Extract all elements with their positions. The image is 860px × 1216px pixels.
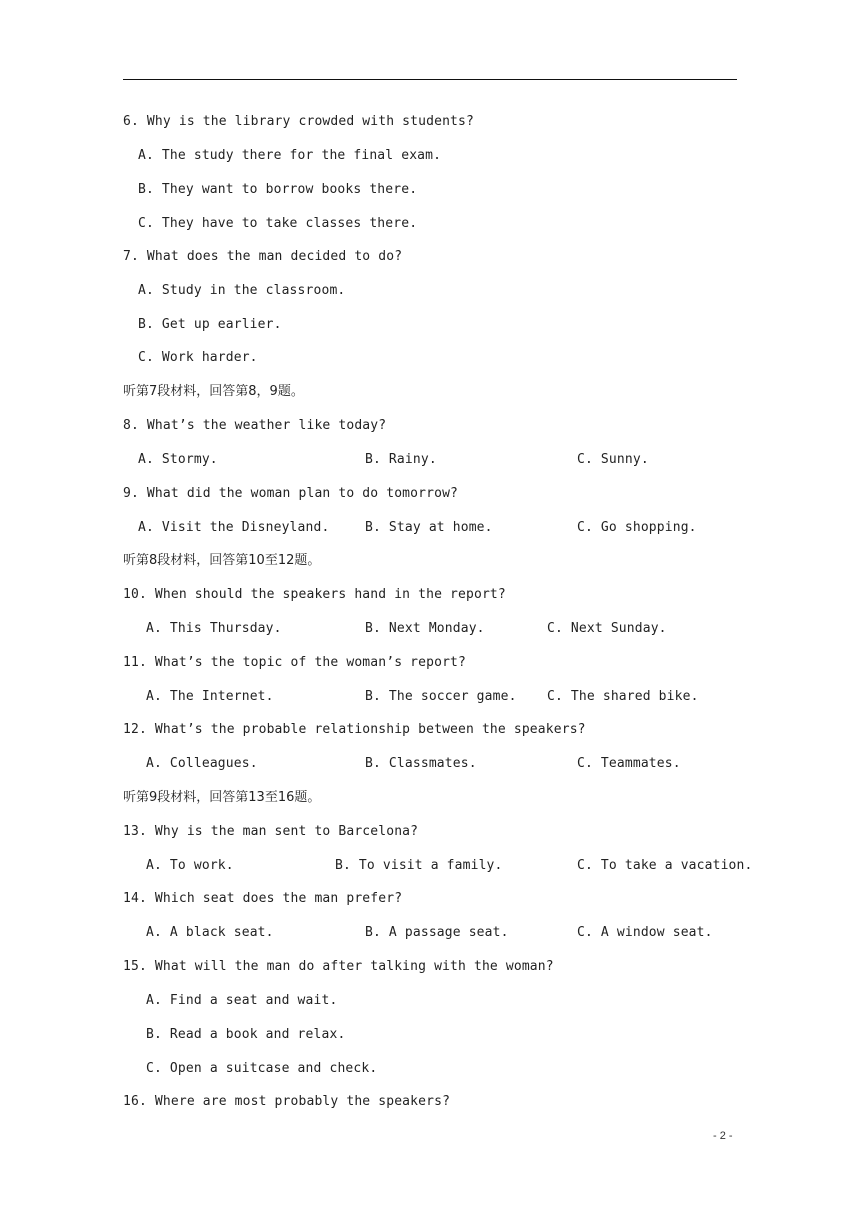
- question-10-stem: 10. When should the speakers hand in the report?: [123, 587, 506, 602]
- question-11-option-a: A. The Internet.: [146, 689, 274, 704]
- question-9-option-b: B. Stay at home.: [365, 520, 493, 535]
- question-14-option-a: A. A black seat.: [146, 925, 274, 940]
- question-12-stem: 12. What’s the probable relationship between the speakers?: [123, 722, 586, 737]
- question-7-option-b: B. Get up earlier.: [138, 317, 282, 332]
- question-6-stem: 6. Why is the library crowded with students?: [123, 114, 474, 129]
- section-heading-9: 听第9段材料，回答第13至16题。: [123, 790, 321, 805]
- question-7-stem: 7. What does the man decided to do?: [123, 249, 403, 264]
- section-heading-8: 听第8段材料，回答第10至12题。: [123, 553, 321, 568]
- question-6-option-c: C. They have to take classes there.: [138, 216, 418, 231]
- question-11-option-c: C. The shared bike.: [547, 689, 699, 704]
- question-14-option-c: C. A window seat.: [577, 925, 713, 940]
- header-rule: [123, 79, 737, 80]
- question-15-option-c: C. Open a suitcase and check.: [146, 1061, 378, 1076]
- question-6-option-b: B. They want to borrow books there.: [138, 182, 418, 197]
- question-9-option-c: C. Go shopping.: [577, 520, 697, 535]
- question-9-option-a: A. Visit the Disneyland.: [138, 520, 330, 535]
- question-10-option-b: B. Next Monday.: [365, 621, 485, 636]
- section-heading-7: 听第7段材料，回答第8，9题。: [123, 384, 304, 399]
- question-8-option-a: A. Stormy.: [138, 452, 218, 467]
- question-12-option-a: A. Colleagues.: [146, 756, 258, 771]
- question-15-stem: 15. What will the man do after talking with the woman?: [123, 959, 554, 974]
- question-7-option-a: A. Study in the classroom.: [138, 283, 346, 298]
- question-12-option-c: C. Teammates.: [577, 756, 681, 771]
- question-8-option-b: B. Rainy.: [365, 452, 437, 467]
- question-14-option-b: B. A passage seat.: [365, 925, 509, 940]
- question-16-stem: 16. Where are most probably the speakers?: [123, 1094, 451, 1109]
- question-12-option-b: B. Classmates.: [365, 756, 477, 771]
- page-number: - 2 -: [713, 1130, 733, 1142]
- question-14-stem: 14. Which seat does the man prefer?: [123, 891, 403, 906]
- question-13-option-c: C. To take a vacation.: [577, 858, 753, 873]
- question-10-option-a: A. This Thursday.: [146, 621, 282, 636]
- question-6-option-a: A. The study there for the final exam.: [138, 148, 442, 163]
- question-7-option-c: C. Work harder.: [138, 350, 258, 365]
- question-8-option-c: C. Sunny.: [577, 452, 649, 467]
- question-13-option-a: A. To work.: [146, 858, 234, 873]
- question-9-stem: 9. What did the woman plan to do tomorrow?: [123, 486, 459, 501]
- question-11-option-b: B. The soccer game.: [365, 689, 517, 704]
- question-13-stem: 13. Why is the man sent to Barcelona?: [123, 824, 419, 839]
- question-15-option-b: B. Read a book and relax.: [146, 1027, 346, 1042]
- question-15-option-a: A. Find a seat and wait.: [146, 993, 338, 1008]
- question-10-option-c: C. Next Sunday.: [547, 621, 667, 636]
- question-8-stem: 8. What’s the weather like today?: [123, 418, 387, 433]
- question-13-option-b: B. To visit a family.: [335, 858, 503, 873]
- question-11-stem: 11. What’s the topic of the woman’s report?: [123, 655, 466, 670]
